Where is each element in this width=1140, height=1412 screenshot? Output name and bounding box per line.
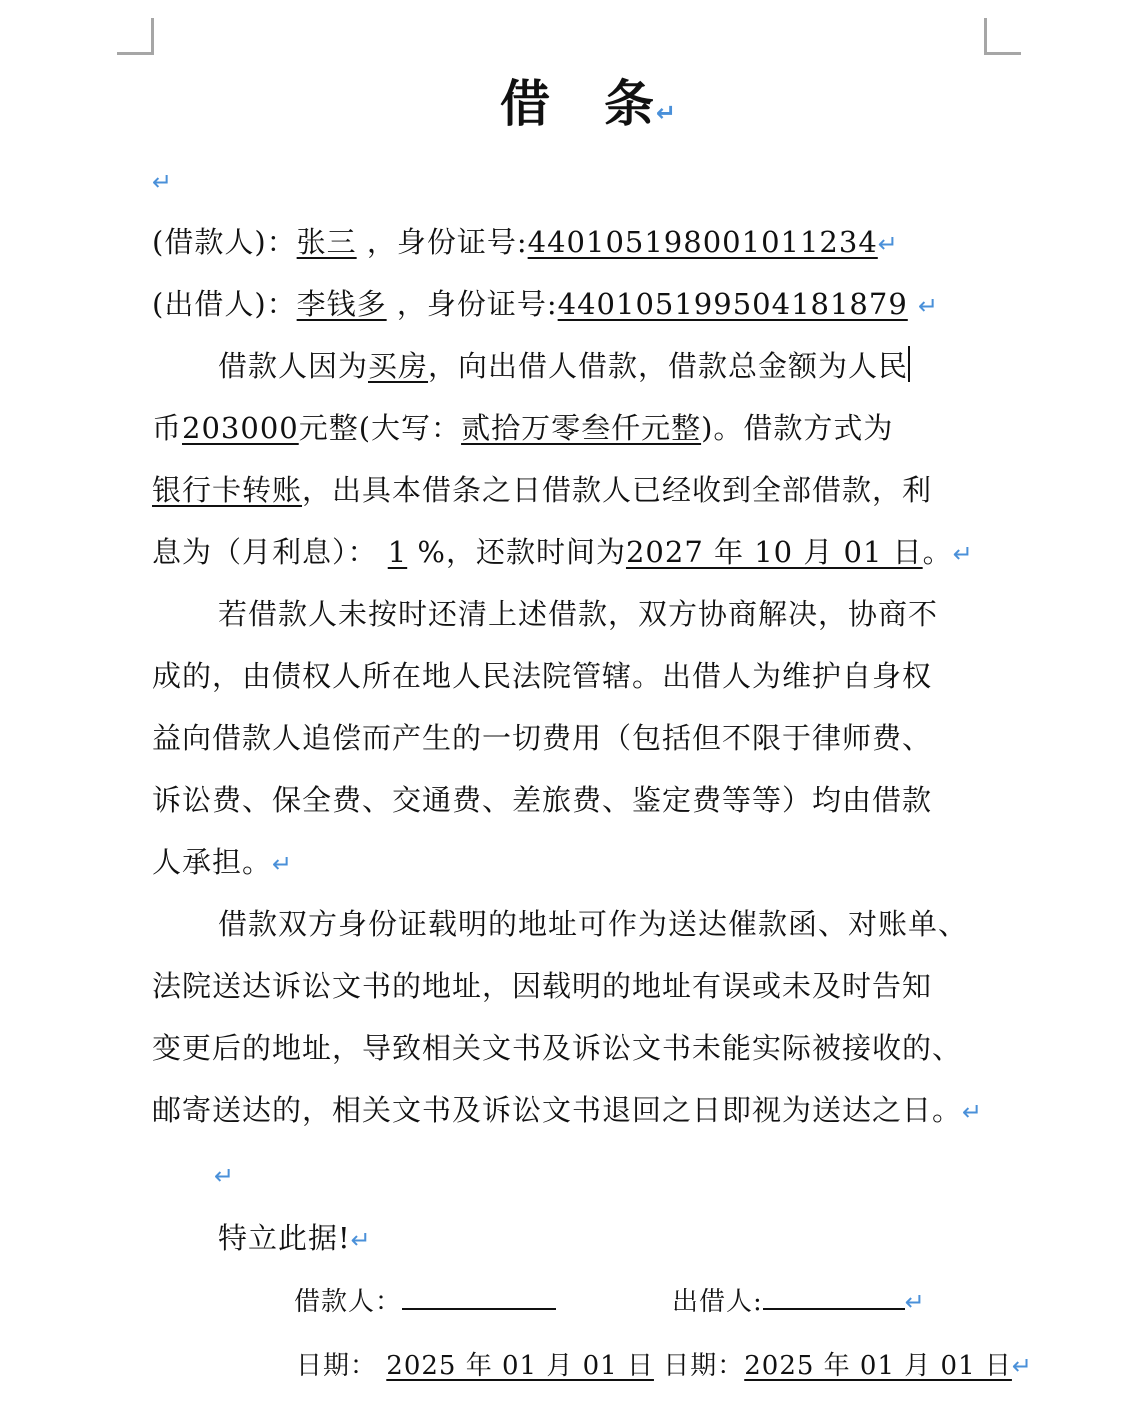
loan-method: 银行卡转账 — [152, 473, 303, 507]
para2-line4[interactable] — [152, 780, 932, 820]
para3-line2[interactable] — [152, 966, 932, 1006]
closing-text: 特立此据! — [218, 1221, 351, 1255]
paragraph-mark-icon: ↵ — [877, 230, 899, 258]
para3-text: 借款双方身份证载明的地址可作为送达催款函、对账单、 — [218, 907, 969, 941]
lender-date: 2025 年 01 月 01 日 — [744, 1351, 1012, 1381]
para1-text: ，出具本借条之日借款人已经收到全部借款，利 — [302, 473, 933, 507]
paragraph-mark-icon: ↵ — [272, 850, 294, 878]
para1-text: %，还款时间为 — [417, 535, 626, 569]
paragraph-mark-icon: ↵ — [152, 168, 174, 196]
para3-line4[interactable] — [152, 1090, 983, 1132]
borrower-date: 2025 年 01 月 01 日 — [386, 1351, 654, 1381]
para1-text: 借款人因为 — [218, 349, 369, 383]
para1-line1[interactable] — [218, 346, 910, 386]
loan-amount-words: 贰拾万零叁仟元整 — [461, 411, 702, 445]
para2-text: 人承担。 — [152, 845, 273, 879]
monthly-interest: 1 — [387, 535, 408, 569]
loan-amount: 203000 — [182, 411, 299, 445]
para3-line1[interactable] — [218, 904, 968, 944]
para2-text: 益向借款人追偿而产生的一切费用（包括但不限于律师费、 — [152, 721, 933, 755]
lender-id-number: 440105199504181879 — [557, 287, 908, 321]
borrower-line[interactable] — [152, 222, 899, 264]
para2-line3[interactable] — [152, 718, 932, 758]
borrower-signature-blank[interactable] — [402, 1282, 556, 1310]
paragraph-mark-icon: ↵ — [656, 99, 679, 127]
para1-text: 息为（月利息）： — [152, 535, 378, 569]
lender-name: 李钱多 — [296, 287, 387, 321]
para3-text: 法院送达诉讼文书的地址，因载明的地址有误或未及时告知 — [152, 969, 933, 1003]
para3-text: 邮寄送达的，相关文书及诉讼文书退回之日即视为送达之日。 — [152, 1093, 963, 1127]
page-corner-top-right — [984, 18, 1021, 55]
borrower-signature-label: 借款人： — [294, 1287, 403, 1317]
para2-line5[interactable] — [152, 842, 293, 884]
para2-text: 诉讼费、保全费、交通费、差旅费、鉴定费等等）均由借款 — [152, 783, 933, 817]
lender-id-label: ，身份证号: — [396, 287, 558, 321]
paragraph-mark-icon: ↵ — [918, 292, 940, 320]
para2-text: 若借款人未按时还清上述借款，双方协商解决，协商不 — [218, 597, 939, 631]
para3-line3[interactable] — [152, 1028, 962, 1068]
paragraph-mark-icon: ↵ — [952, 540, 974, 568]
para2-line1[interactable] — [218, 594, 938, 634]
para1-text: 元整(大写： — [298, 411, 462, 445]
closing-line[interactable] — [218, 1218, 372, 1260]
para1-line3[interactable] — [152, 470, 932, 510]
lender-signature-label: 出借人: — [672, 1287, 763, 1317]
document-title — [500, 74, 678, 143]
signature-line[interactable] — [294, 1282, 926, 1322]
paragraph-mark-icon: ↵ — [350, 1226, 372, 1254]
borrower-id-label: ，身份证号: — [366, 225, 528, 259]
para1-text: ，向出借人借款，借款总金额为人民 — [428, 349, 909, 383]
page-corner-top-left — [117, 18, 154, 55]
repayment-date: 2027 年 10 月 01 日 — [625, 535, 923, 569]
paragraph-mark-icon: ↵ — [904, 1288, 926, 1316]
paragraph-mark-icon: ↵ — [962, 1098, 984, 1126]
para3-text: 变更后的地址，导致相关文书及诉讼文书未能实际被接收的、 — [152, 1031, 963, 1065]
lender-line[interactable] — [152, 284, 939, 326]
title-text: 借 条 — [500, 75, 656, 133]
date-line[interactable] — [296, 1346, 1033, 1386]
borrower-name: 张三 — [296, 225, 357, 259]
lender-date-label: 日期： — [663, 1351, 745, 1381]
para1-text: )。借款方式为 — [701, 411, 894, 445]
borrower-date-label: 日期： — [296, 1351, 378, 1381]
para2-text: 成的，由债权人所在地人民法院管辖。出借人为维护自身权 — [152, 659, 933, 693]
para1-line4[interactable] — [152, 532, 974, 574]
text-cursor — [908, 346, 910, 382]
lender-label: (出借人)： — [152, 287, 297, 321]
empty-paragraph[interactable] — [214, 1154, 235, 1196]
loan-purpose: 买房 — [368, 349, 429, 383]
empty-paragraph[interactable] — [152, 160, 173, 202]
paragraph-mark-icon: ↵ — [1011, 1352, 1034, 1380]
para1-text: 。 — [922, 535, 953, 569]
para1-line2[interactable] — [152, 408, 893, 448]
para2-line2[interactable] — [152, 656, 932, 696]
lender-signature-blank[interactable] — [763, 1282, 905, 1310]
borrower-id-number: 440105198001011234 — [527, 225, 878, 259]
borrower-label: (借款人)： — [152, 225, 297, 259]
para1-text: 币 — [152, 411, 183, 445]
paragraph-mark-icon: ↵ — [214, 1162, 236, 1190]
